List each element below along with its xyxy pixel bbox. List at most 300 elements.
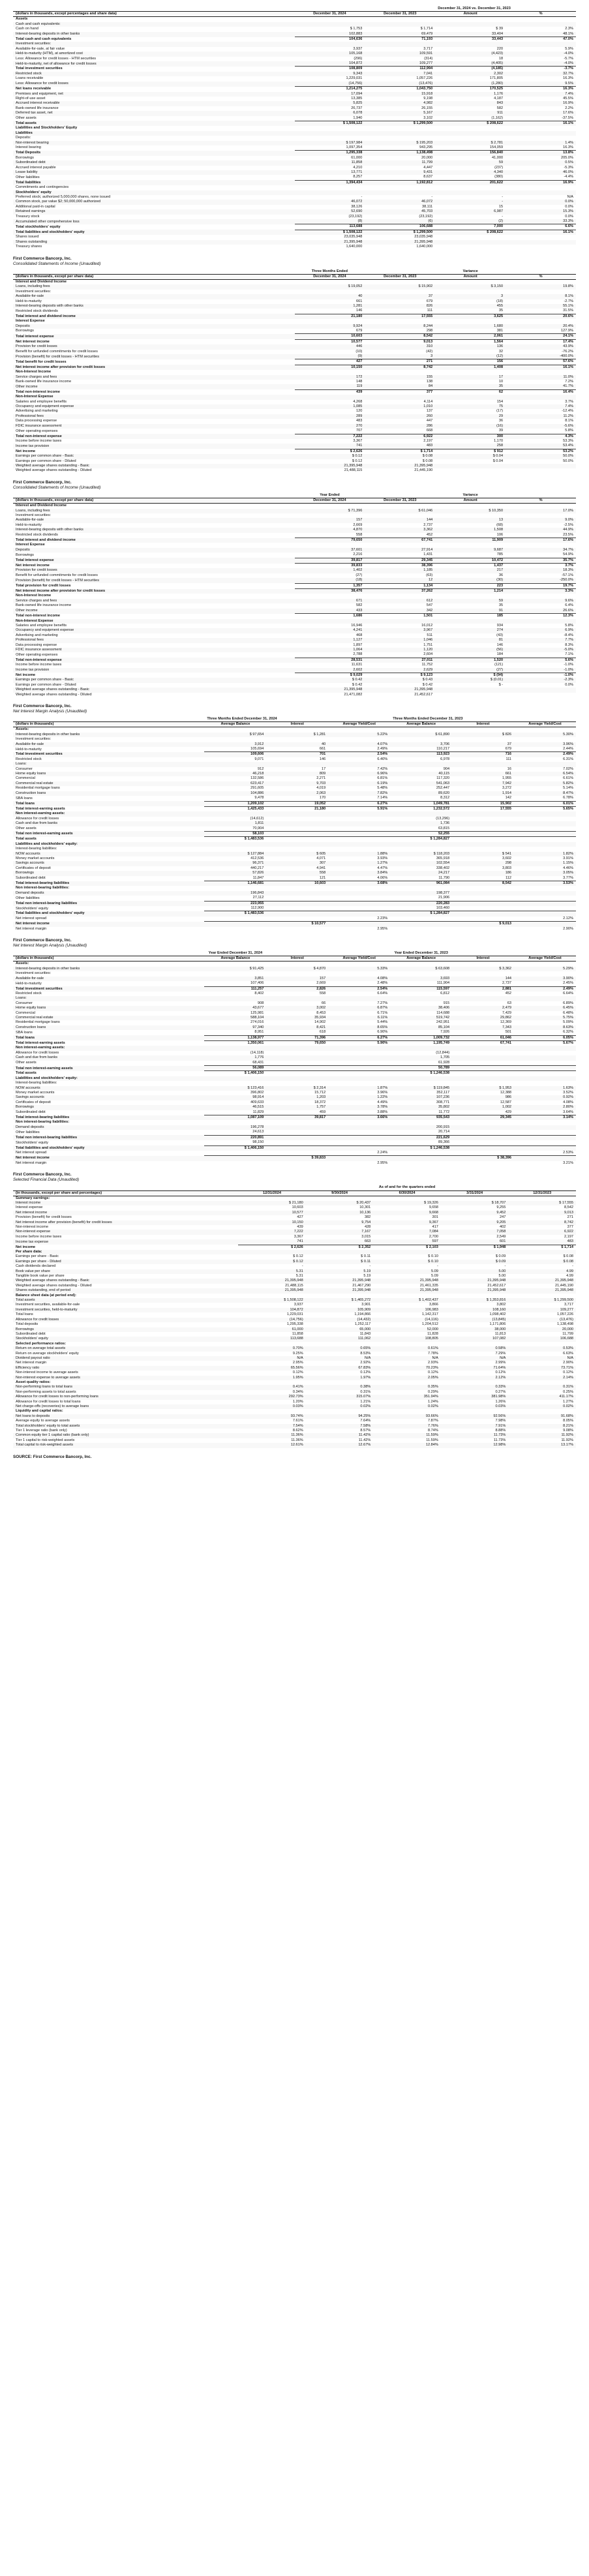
table-row (13, 27, 576, 31)
value-cell (435, 245, 506, 249)
value-cell (506, 17, 576, 22)
value-cell: $ 119,845 (390, 1086, 452, 1091)
line-item-label: Premises and equipment, net (13, 92, 295, 97)
value-cell: 10,301 (359, 1205, 371, 1210)
value-cell (266, 1120, 328, 1125)
table-row (13, 1020, 576, 1025)
value-cell: (14,756) (295, 82, 365, 87)
value-cell: 38,126 (351, 204, 363, 209)
line-item-label: Advertising and marketing (16, 409, 58, 414)
line-item-label: Allowance for credit losses to non-performing loans (13, 1395, 238, 1399)
value-cell (514, 1051, 576, 1055)
value-cell (452, 811, 514, 816)
value-cell: 427 (295, 359, 365, 365)
value-cell: -5.0% (506, 648, 576, 652)
column-header: Amount (435, 274, 506, 279)
total-row (13, 673, 576, 678)
line-item-label: Held-to-maturity (16, 523, 42, 527)
value-cell: 66 (322, 1001, 326, 1005)
value-cell (506, 42, 576, 46)
line-item-label: Interest-bearing deposits in other banks (13, 32, 295, 37)
value-cell: $ 1,508,122 (295, 121, 365, 126)
value-cell: 127.9% (561, 328, 573, 333)
value-cell: 3,937 (294, 1303, 303, 1307)
line-item-label: Income tax provision (13, 444, 295, 449)
value-cell (506, 543, 576, 547)
value-cell (328, 842, 390, 847)
value-cell (266, 727, 328, 733)
value-cell (390, 1161, 452, 1166)
table-row (13, 61, 576, 67)
value-cell (514, 837, 576, 842)
value-cell (266, 837, 328, 842)
value-cell: 58,103 (204, 831, 266, 836)
value-cell: 3 (435, 294, 506, 299)
table-row (13, 1322, 576, 1327)
value-cell: 33,404 (435, 32, 506, 37)
table-row (13, 1337, 576, 1341)
value-cell: 62 (435, 389, 506, 395)
value-cell: 2,197 (423, 438, 433, 443)
value-cell: 377 (567, 1224, 573, 1229)
value-cell: 11,858 (295, 160, 365, 165)
value-cell: 5.19 (363, 1274, 371, 1279)
financial-table (13, 717, 576, 932)
value-cell: 3,693 (390, 977, 452, 981)
value-cell: 59 (435, 599, 506, 603)
value-cell (435, 290, 506, 294)
value-cell: 23,035,948 (344, 235, 363, 239)
value-cell: 247 (500, 1215, 506, 1220)
value-cell: 6.6% (506, 224, 576, 230)
value-cell: 52,690 (295, 209, 365, 214)
value-cell (266, 917, 328, 922)
value-cell (373, 1342, 441, 1346)
value-cell: $ 0.04 (492, 459, 504, 463)
line-item-label: Residential mortgage loans (16, 786, 60, 791)
value-cell: $ 1,483,536 (204, 911, 266, 917)
value-cell: 3.53% (514, 881, 576, 886)
value-cell: 3.77% (563, 875, 573, 880)
line-item-label: Liabilities and stockholders' equity: (13, 842, 204, 847)
value-cell (452, 1120, 514, 1125)
line-item-label: Loans, including fees (13, 284, 295, 289)
line-item-label: Provision (benefit) for credit losses (16, 1215, 72, 1220)
value-cell: - (572, 1264, 573, 1269)
value-cell: 13,385 (351, 96, 363, 100)
table-row (13, 468, 576, 473)
value-cell: 61,046 (452, 1035, 514, 1040)
value-cell: 3.78% (328, 1105, 390, 1110)
value-cell: 1.95% (238, 1376, 306, 1380)
value-cell (328, 1066, 390, 1071)
value-cell: 308,771 (436, 1100, 450, 1104)
value-cell: 5.91% (328, 806, 390, 811)
value-cell: 170 (319, 796, 326, 800)
value-cell (506, 395, 576, 399)
value-cell: 115,597 (390, 986, 452, 992)
value-cell (390, 842, 452, 847)
line-item-label: Money market accounts (16, 856, 55, 860)
value-cell: 6.32% (563, 1030, 573, 1035)
value-cell (452, 826, 514, 832)
line-item-label: Provision for credit losses (13, 568, 295, 573)
value-cell: 588,104 (204, 1016, 266, 1020)
value-cell: 40,115 (390, 772, 452, 776)
table-row (13, 568, 576, 573)
table-row (13, 97, 576, 101)
value-cell: N/A (373, 1356, 441, 1361)
value-cell: 111,904 (436, 981, 450, 986)
value-cell: 21,395,948 (441, 1288, 509, 1293)
group-heading-row (13, 842, 576, 847)
value-cell (441, 1250, 509, 1254)
value-cell: 6.61% (563, 776, 573, 781)
value-cell (441, 1196, 509, 1201)
value-cell: 200,915 (390, 1125, 452, 1130)
value-cell: 146 (496, 643, 504, 647)
table-row (13, 847, 576, 851)
line-item-label: Interest and Dividend Income (16, 504, 67, 508)
line-item-label: Cash and cash equivalents: (13, 22, 295, 27)
line-item-label: Deposits (13, 548, 295, 553)
column-header: Average Balance (390, 956, 452, 962)
total-row (13, 334, 576, 339)
value-cell: 601 (441, 1239, 509, 1245)
table-row (13, 927, 576, 932)
value-cell (204, 1076, 266, 1081)
value-cell: 13.8% (506, 151, 576, 156)
value-cell: 8.53% (360, 1351, 371, 1356)
table-row (13, 1385, 576, 1389)
value-cell (390, 886, 452, 890)
value-cell (266, 1145, 328, 1151)
value-cell: 16.3% (563, 145, 573, 149)
value-cell: 6.01% (514, 801, 576, 806)
value-cell: N/A (441, 1356, 509, 1361)
value-cell (204, 737, 266, 742)
value-cell (435, 131, 506, 136)
table-row (13, 693, 576, 697)
value-cell: 5.8% (565, 623, 573, 628)
value-cell: 10,603 (295, 334, 365, 339)
line-item-label: Total non-interest income (16, 614, 60, 618)
value-cell: 1,295,338 (295, 151, 365, 156)
value-cell: 33.3% (506, 219, 576, 224)
column-header: Average Yield/Cost (514, 956, 576, 962)
value-cell (390, 922, 452, 927)
line-item-label: FDIC insurance assessment (13, 648, 295, 652)
line-item-label: Restricted stock (13, 72, 295, 76)
value-cell (328, 962, 390, 967)
group-heading-row (13, 504, 576, 509)
value-cell: 501 (505, 1030, 512, 1035)
line-item-label: Total investment securities (13, 752, 204, 757)
value-cell: 452 (426, 532, 433, 537)
value-cell: 5.33% (328, 967, 390, 971)
total-row (13, 224, 576, 230)
value-cell (435, 513, 506, 518)
value-cell: 26,737 (351, 106, 363, 110)
line-item-label: Non interest-bearing liabilities: (16, 886, 70, 890)
line-item-label: Non interest-bearing liabilities: (16, 1120, 70, 1125)
value-cell (266, 817, 328, 821)
line-item-label: SBA loans (16, 1030, 33, 1035)
value-cell: $ 0.42 (422, 682, 433, 687)
line-item-label: Non-Interest Expense (13, 619, 295, 624)
total-row (13, 614, 576, 619)
value-cell: $ 3,150 (435, 284, 506, 289)
line-item-label: Occupancy and equipment expense (13, 628, 295, 633)
line-item-label: Average equity to average assets (16, 1419, 70, 1423)
value-cell: 3.84% (328, 871, 390, 875)
table-row (13, 967, 576, 971)
value-cell: 0.34% (292, 1389, 303, 1394)
line-item-label: Available-for-sale, at fair value (16, 46, 65, 51)
value-cell: 1,736 (390, 821, 452, 826)
value-cell: 6.40% (377, 757, 388, 761)
value-cell: 3,851 (204, 977, 266, 981)
value-cell: 5.09 (430, 1274, 438, 1279)
value-cell: 0.0% (565, 214, 573, 219)
table-row (13, 1140, 576, 1145)
line-item-label: Earnings per common share - Diluted (16, 459, 76, 463)
value-cell (373, 1409, 441, 1414)
value-cell: $ 2,314 (266, 1086, 328, 1091)
value-cell: 5.75% (514, 1016, 576, 1020)
value-cell (435, 136, 506, 140)
value-cell: 53.3% (563, 438, 573, 443)
line-item-label: Total liabilities and stockholders' equity (13, 230, 295, 235)
value-cell: 1.88% (328, 852, 390, 856)
table-row (13, 384, 576, 389)
total-row (13, 911, 576, 917)
value-cell: 1,501 (365, 614, 435, 619)
table-row (13, 663, 576, 667)
value-cell (506, 370, 576, 374)
table-row (13, 1055, 576, 1060)
value-cell: 7.98% (495, 1419, 506, 1423)
value-cell: 11,829 (252, 1110, 264, 1114)
value-cell: 36 (498, 573, 504, 577)
line-item-label: Other liabilities (16, 1130, 40, 1134)
table-row (13, 977, 576, 981)
line-item-label: Interest and Dividend Income (16, 279, 67, 284)
value-cell: 3,901 (361, 1303, 371, 1307)
value-cell: 40 (295, 294, 365, 299)
table-row (13, 762, 576, 766)
value-cell: 6.81% (377, 776, 388, 781)
line-item-label: Restricted stock dividends (16, 309, 58, 313)
table-band-row (13, 269, 576, 275)
value-cell: 618 (319, 1030, 326, 1035)
value-cell: 9.0% (506, 518, 576, 523)
value-cell: 2.95% (292, 1361, 303, 1365)
value-cell (506, 235, 576, 239)
line-item-label: Total assets (16, 1071, 37, 1076)
value-cell: 27,112 (252, 896, 264, 900)
table-row (13, 638, 576, 643)
line-item-label: Total liabilities and stockholders' equity (13, 911, 204, 917)
line-item-label: Accumulated other comprehensive loss (13, 219, 295, 224)
group-heading-row (13, 1250, 576, 1254)
value-cell (506, 185, 576, 190)
value-cell (452, 1046, 514, 1050)
table-row (13, 633, 576, 638)
line-item-label: Savings accounts (13, 861, 204, 866)
value-cell: 7.61% (292, 1419, 303, 1423)
value-cell: 741 (295, 444, 365, 449)
table-row (13, 185, 576, 190)
value-cell: 2,197 (564, 1234, 573, 1239)
value-cell (506, 136, 576, 140)
line-item-label: Income tax expense (13, 1239, 238, 1245)
value-cell: 20.4% (506, 324, 576, 329)
statement-heading: First Commerce Bancorp, Inc. (13, 256, 72, 261)
value-cell (204, 1151, 266, 1156)
value-cell: 98,150 (252, 1140, 264, 1145)
financial-table (13, 269, 576, 474)
value-cell: 7.14% (377, 796, 388, 800)
value-cell: $ 1,508,122 (238, 1298, 306, 1303)
value-cell: 102,554 (390, 861, 452, 866)
value-cell: 7,926 (440, 1030, 450, 1035)
line-item-label: Total stockholders' equity (16, 224, 61, 229)
value-cell: (380) (494, 175, 504, 179)
value-cell (390, 917, 452, 922)
column-header: Interest (266, 956, 328, 962)
value-cell (328, 1071, 390, 1076)
table-row (13, 1220, 576, 1225)
line-item-label: Total interest-bearing liabilities (13, 1115, 204, 1121)
value-cell: 8.62% (292, 1429, 303, 1433)
total-row (13, 1115, 576, 1121)
value-cell: 45,703 (365, 209, 435, 214)
value-cell: 8,453 (316, 1010, 326, 1015)
value-cell: 1,357 (295, 583, 365, 588)
value-cell: $ 127,884 (204, 852, 266, 856)
value-cell: 21,395,948 (365, 240, 435, 245)
value-cell: 8.3% (565, 643, 573, 647)
table-row (13, 1274, 576, 1279)
line-item-label: Data processing expense (16, 643, 57, 647)
value-cell: 61,000 (351, 155, 363, 160)
value-cell: 6,812 (440, 991, 450, 995)
line-item-label: Cash and due from banks (13, 821, 204, 826)
value-cell (365, 136, 435, 140)
statement-subheading: Net Interest Margin Analysis (Unaudited) (13, 943, 87, 948)
value-cell: 223,955 (204, 901, 266, 906)
line-item-label: Net interest income (13, 1156, 204, 1161)
value-cell: 1,043,750 (365, 87, 435, 92)
value-cell: 29,345 (365, 558, 435, 563)
value-cell: 447 (426, 419, 433, 423)
value-cell: 377 (365, 389, 435, 395)
table-row (13, 791, 576, 796)
line-item-label: Earnings per share - Diluted (13, 1260, 238, 1264)
value-cell (452, 1061, 514, 1066)
band-cell (306, 1185, 374, 1190)
total-row (13, 538, 576, 543)
value-cell (365, 279, 435, 284)
total-row (13, 1040, 576, 1046)
value-cell: 68,431 (252, 1060, 264, 1065)
line-item-label: Borrowings (16, 553, 34, 557)
value-cell: 7.29% (495, 1351, 506, 1356)
line-item-label: Certificates of deposit (16, 866, 51, 870)
line-item-label: Weighted average shares outstanding - Diluted (16, 692, 92, 697)
line-item-label: Deposits: (16, 136, 31, 140)
value-cell (452, 737, 514, 742)
value-cell: (10) (355, 349, 363, 354)
value-cell: (14,612) (250, 816, 264, 821)
value-cell (390, 996, 452, 1001)
value-cell: 54.9% (563, 553, 573, 557)
value-cell: 242,951 (436, 1020, 450, 1025)
value-cell: 108,805 (373, 1337, 441, 1341)
total-row (13, 901, 576, 906)
value-cell: $ 0.11 (306, 1260, 374, 1264)
value-cell: 365,918 (436, 856, 450, 860)
value-cell (506, 240, 576, 245)
line-item-label: Net income (16, 449, 36, 453)
value-cell: $ 1,299,500 (365, 121, 435, 126)
value-cell: 310 (365, 344, 435, 349)
value-cell (365, 619, 435, 624)
value-cell: 12,369 (500, 1020, 512, 1025)
value-cell (452, 1130, 514, 1135)
value-cell (266, 927, 328, 932)
value-cell: 84 (365, 384, 435, 389)
total-row (13, 151, 576, 156)
value-cell: 3.14% (514, 1115, 576, 1121)
table-row (13, 856, 576, 861)
value-cell: 172 (295, 375, 365, 380)
value-cell: 6.4% (565, 603, 573, 608)
value-cell: 11,772 (438, 1110, 450, 1114)
table-row (13, 1100, 576, 1105)
value-cell: 3 (365, 354, 435, 359)
column-header: (dollars in thousands, except per share data) (13, 498, 295, 504)
value-cell: 3,015 (361, 1234, 371, 1239)
table-row (13, 1264, 576, 1269)
value-cell: 35 (498, 603, 504, 608)
value-cell (514, 962, 576, 967)
table-row (13, 380, 576, 384)
table-row (13, 817, 576, 821)
value-cell (266, 842, 328, 847)
value-cell: 511 (427, 633, 433, 637)
line-item-label: Book value per share (13, 1269, 238, 1274)
value-cell (204, 1161, 266, 1166)
value-cell: 59 (435, 160, 506, 165)
value-cell: (237) (494, 165, 504, 170)
value-cell: 1.21% (360, 1399, 371, 1404)
value-cell (365, 126, 435, 130)
value-cell: 2,669 (353, 523, 363, 527)
value-cell (514, 847, 576, 851)
line-item-label: Liabilities and stockholders' equity: (13, 1076, 204, 1081)
value-cell: 1,350,061 (204, 1040, 266, 1046)
value-cell: 1,229,031 (286, 1312, 303, 1317)
value-cell (514, 817, 576, 821)
value-cell (514, 1135, 576, 1140)
value-cell: 19,052 (266, 801, 328, 806)
value-cell: 109,591 (365, 52, 435, 56)
table-row (13, 871, 576, 875)
value-cell: 1,408 (435, 365, 506, 370)
table-row (13, 1086, 576, 1091)
